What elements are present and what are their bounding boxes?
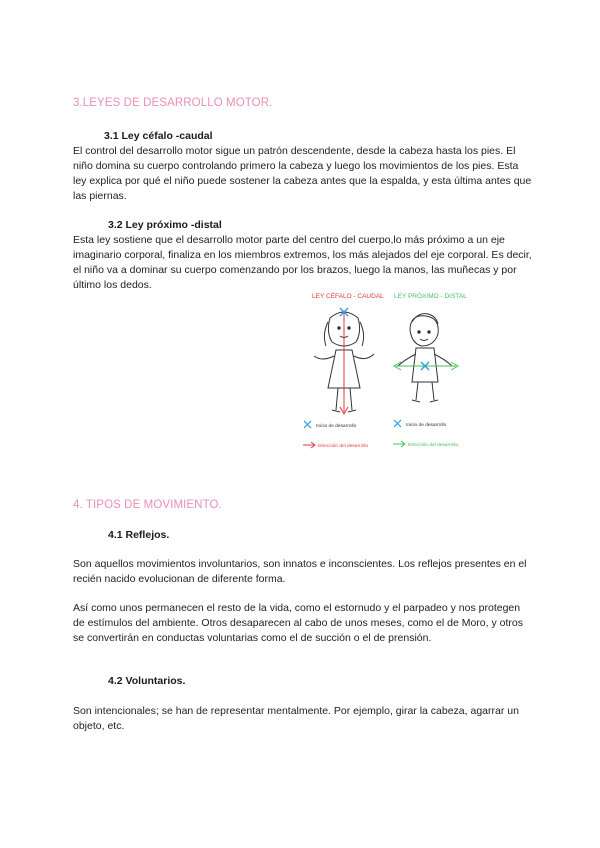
section-heading-tipos: 4. TIPOS DE MOVIMIENTO. xyxy=(73,499,222,511)
subheading-voluntarios: 4.2 Voluntarios. xyxy=(108,675,186,687)
legend-right-start-cross-icon xyxy=(394,420,401,427)
paragraph-reflejos-2: Así como unos permanecen el resto de la vida, como el estornudo y el parpadeo y nos protegen de estímulos del ambiente. Otros desaparecen al cabo de unos meses, como el de Moro, y otros se convertirán en conductas voluntarias como el de succión o el de prensión. xyxy=(73,602,523,644)
figure-title-cefalo-caudal: LEY CÉFALO - CAUDAL xyxy=(312,293,384,300)
paragraph-reflejos: Son aquellos movimientos involuntarios, son innatos e inconscientes. Los reflejos presentes en el recién nacido evolucionan de diferente forma. xyxy=(73,558,527,585)
legend-left-start-label: Inicio de desarrollo xyxy=(316,424,357,429)
paragraph-ley-cefalo-caudal: El control del desarrollo motor sigue un patrón descendente, desde la cabeza hasta los pies. El niño domina su cuerpo controlando primero la cabeza y luego los movimientos de los pies. Esta ley explica por qué el niño puede sostener la cabeza antes que la espalda, y esta última antes que las piernas. xyxy=(73,145,532,202)
subheading-ley-proximo-distal: 3.2 Ley próximo -distal xyxy=(108,219,222,231)
legend-start-cross-icon xyxy=(304,421,311,428)
section-heading-leyes: 3.LEYES DE DESARROLLO MOTOR. xyxy=(73,97,273,109)
boy-figure xyxy=(398,314,452,402)
legend-right-direction-label: Dirección del desarrollo xyxy=(408,443,459,448)
paragraph-ley-proximo-distal: Esta ley sostiene que el desarrollo motor parte del centro del cuerpo,lo más próximo a un eje imaginario corporal, finaliza en los miembros extremos, los más alejados del eje corporal. Es decir, el niño va a dominar su cuerpo comenzando por los brazos, luego la manos, las muñecas y por último los dedos. xyxy=(73,234,532,291)
subheading-reflejos: 4.1 Reflejos. xyxy=(108,529,170,541)
legend-right-start-label: Inicio de desarrollo xyxy=(406,423,447,428)
legend-red-arrow-icon xyxy=(303,442,315,448)
legend-green-arrow-icon xyxy=(393,441,405,447)
cefalo-caudal-arrow xyxy=(340,312,348,414)
figure-title-proximo-distal: LEY PRÓXIMO - DISTAL xyxy=(394,293,467,300)
laws-illustration xyxy=(292,288,492,458)
paragraph-voluntarios: Son intencionales; se han de representar mentalmente. Por ejemplo, girar la cabeza, agarrar un objeto, etc. xyxy=(73,705,519,732)
legend-left-direction-label: Dirección del desarrollo xyxy=(318,444,369,449)
subheading-ley-cefalo-caudal: 3.1 Ley céfalo -caudal xyxy=(104,130,213,142)
